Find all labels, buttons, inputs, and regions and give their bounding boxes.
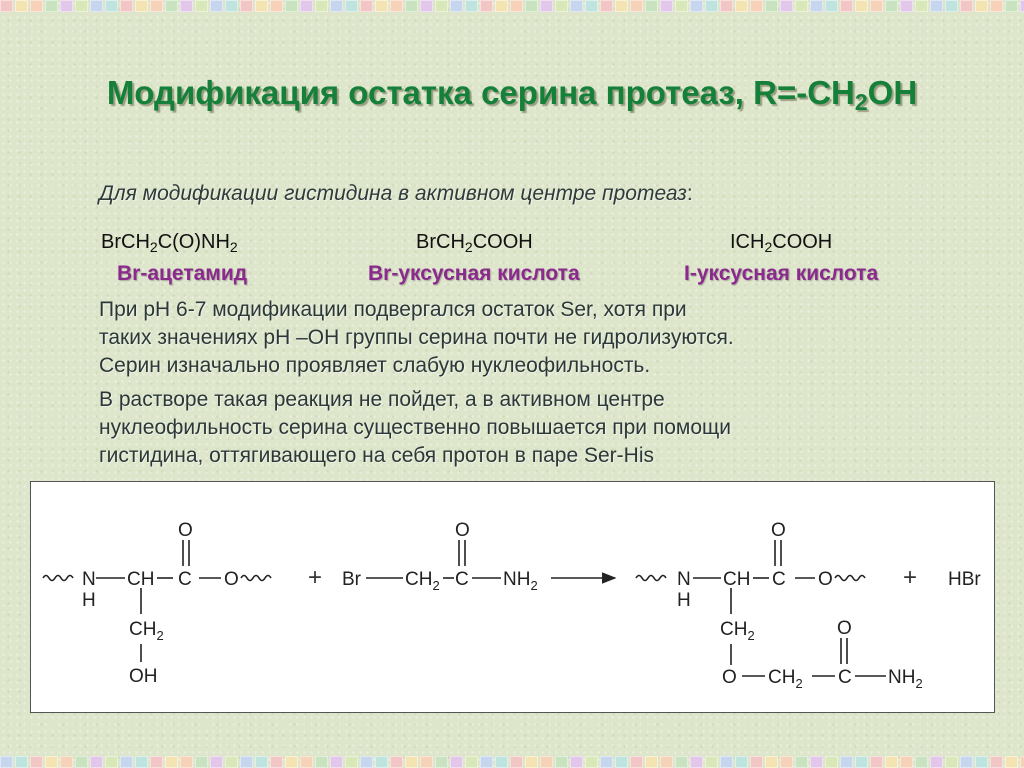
border-tile [480,756,493,768]
border-tile [630,756,643,768]
border-tile [915,0,928,12]
border-tile [345,756,358,768]
border-tile [180,756,193,768]
reagent-formula-iodoacetic-acid [730,231,832,255]
border-tile [45,756,58,768]
atom-ch: CH [127,569,155,590]
border-tile [930,756,943,768]
border-tile [90,0,103,12]
formula-subscript: 2 [764,239,773,255]
border-tile [795,0,808,12]
border-tile [990,756,1003,768]
border-tile [285,0,298,12]
border-tile [540,0,553,12]
border-tile [0,756,13,768]
border-tile [255,0,268,12]
border-tile [960,756,973,768]
plus-sign: + [308,564,323,591]
border-tile [60,0,73,12]
border-tile [915,756,928,768]
border-tile [600,0,613,12]
decorative-border-bottom [0,756,1024,768]
reaction-scheme-drawing [31,482,994,712]
border-tile [675,0,688,12]
border-tile [645,0,658,12]
border-tile [270,756,283,768]
border-tile [555,0,568,12]
border-tile [285,756,298,768]
border-tile [510,0,523,12]
border-tile [315,756,328,768]
border-tile [390,756,403,768]
wavy-bond-left-product [636,576,666,581]
border-tile [45,0,58,12]
border-tile [225,0,238,12]
wavy-bond-ester [241,576,271,581]
border-tile [840,0,853,12]
border-tile [375,756,388,768]
border-tile [135,756,148,768]
border-tile [225,756,238,768]
border-tile [570,756,583,768]
title-end: OH [867,74,918,111]
title-main: Модификация остатка серина протеаз, R=-CH [106,74,855,111]
paragraph-line: Серин изначально проявляет слабую нуклеофильность. [99,354,651,377]
border-tile [495,756,508,768]
border-tile [675,756,688,768]
atom-ch2: $CH_2$ [405,569,440,593]
border-tile [885,756,898,768]
border-tile [585,0,598,12]
reagent-name-bromoacetic-acid: Br-уксусная кислота [368,262,580,285]
border-tile [555,756,568,768]
border-tile [690,0,703,12]
atom-n: N [82,569,96,590]
reaction-scheme [30,481,995,713]
border-tile [135,0,148,12]
formula-subscript: 2 [229,239,238,255]
formula-subscript: 2 [149,239,158,255]
border-tile [720,0,733,12]
border-tile [0,0,13,12]
border-tile [1020,0,1024,12]
border-tile [450,756,463,768]
border-tile [735,0,748,12]
border-tile [360,0,373,12]
title-subscript: 2 [854,89,868,115]
border-tile [735,756,748,768]
border-tile [240,0,253,12]
border-tile [120,0,133,12]
atom-oh: OH [129,666,158,687]
border-tile [810,0,823,12]
border-tile [435,0,448,12]
border-tile [165,0,178,12]
border-tile [585,756,598,768]
border-tile [810,756,823,768]
border-tile [975,0,988,12]
border-tile [105,0,118,12]
border-tile [780,756,793,768]
formula-subscript: 2 [464,239,473,255]
paragraph-active-center [99,386,979,470]
border-tile [705,756,718,768]
border-tile [960,0,973,12]
border-tile [870,0,883,12]
atom-h: H [677,590,691,611]
formula-part: C(O)NH [157,231,230,253]
border-tile [885,0,898,12]
border-tile [615,756,628,768]
border-tile [765,756,778,768]
atom-ch2: $CH_2$ [768,667,803,691]
atom-nh2: $NH_2$ [503,569,538,593]
formula-part: COOH [772,231,833,253]
atom-o: O [722,667,737,688]
border-tile [870,756,883,768]
border-tile [15,756,28,768]
border-tile [450,0,463,12]
paragraph-line: таких значениях pH –OH группы серина почти не гидролизуются. [99,326,734,349]
border-tile [945,0,958,12]
plus-sign: + [903,564,918,591]
border-tile [570,0,583,12]
atom-o: O [771,520,786,541]
slide-title [0,74,1024,116]
border-tile [525,0,538,12]
border-tile [825,756,838,768]
atom-c: C [838,667,852,688]
atom-n: N [677,569,691,590]
reagent-name-bromoacetamide: Br-ацетамид [117,262,248,285]
border-tile [465,756,478,768]
atom-br: Br [342,569,361,590]
formula-part: ICH [730,231,765,253]
border-tile [75,756,88,768]
wavy-bond-left [43,576,73,581]
reagent-formula-bromoacetic-acid [416,231,533,255]
border-tile [165,756,178,768]
formula-part: BrCH [416,231,465,253]
border-tile [495,0,508,12]
border-tile [375,0,388,12]
atom-c: C [772,569,786,590]
border-tile [930,0,943,12]
border-tile [660,0,673,12]
border-tile [105,756,118,768]
border-tile [30,756,43,768]
border-tile [300,756,313,768]
border-tile [900,0,913,12]
intro-text [99,182,693,206]
product-hbr: HBr [948,569,981,590]
border-tile [510,756,523,768]
border-tile [90,756,103,768]
paragraph-line: В растворе такая реакция не пойдет, а в активном центре [99,388,665,411]
border-tile [75,0,88,12]
border-tile [795,756,808,768]
border-tile [945,756,958,768]
border-tile [195,756,208,768]
border-tile [240,756,253,768]
border-tile [210,0,223,12]
border-tile [15,0,28,12]
decorative-border-top [0,0,1024,12]
border-tile [390,0,403,12]
border-tile [840,756,853,768]
paragraph-line: нуклеофильность серина существенно повышается при помощи [99,416,732,439]
border-tile [900,756,913,768]
intro-colon: : [686,182,693,205]
border-tile [1005,0,1018,12]
intro-sentence: Для модификации гистидина в активном центре протеаз [99,182,687,205]
border-tile [420,756,433,768]
border-tile [210,756,223,768]
border-tile [990,0,1003,12]
atom-o: O [455,520,470,541]
border-tile [330,756,343,768]
border-tile [540,756,553,768]
border-tile [465,0,478,12]
border-tile [180,0,193,12]
border-tile [525,756,538,768]
border-tile [270,0,283,12]
border-tile [195,0,208,12]
wavy-bond-ester-product [835,576,865,581]
atom-ch2: $CH_2$ [129,619,164,643]
border-tile [330,0,343,12]
atom-c: C [178,569,192,590]
atom-h: H [82,590,96,611]
border-tile [360,756,373,768]
border-tile [780,0,793,12]
border-tile [750,756,763,768]
border-tile [150,0,163,12]
atom-o: O [818,569,833,590]
border-tile [120,756,133,768]
paragraph-ph-modification [99,296,979,380]
atom-ch: CH [723,569,751,590]
border-tile [615,0,628,12]
border-tile [855,756,868,768]
border-tile [405,756,418,768]
border-tile [300,0,313,12]
atom-ch2: $CH_2$ [720,619,755,643]
atom-o: O [178,520,193,541]
atom-o: O [224,569,239,590]
atom-nh2: $NH_2$ [888,667,923,691]
border-tile [600,756,613,768]
border-tile [60,756,73,768]
border-tile [30,0,43,12]
formula-part: BrCH [101,231,150,253]
border-tile [150,756,163,768]
reagent-name-iodoacetic-acid: I-уксусная кислота [684,262,879,285]
border-tile [1005,756,1018,768]
formula-part: COOH [472,231,533,253]
border-tile [690,756,703,768]
paragraph-line: При pH 6-7 модификации подвергался остаток Ser, хотя при [99,298,687,321]
border-tile [645,756,658,768]
border-tile [435,756,448,768]
atom-c: C [455,569,469,590]
border-tile [315,0,328,12]
border-tile [420,0,433,12]
border-tile [765,0,778,12]
border-tile [405,0,418,12]
atom-o: O [837,618,852,639]
border-tile [630,0,643,12]
border-tile [825,0,838,12]
paragraph-line: гистидина, оттягивающего на себя протон в паре Ser-His [99,444,654,467]
border-tile [660,756,673,768]
border-tile [255,756,268,768]
reagent-formula-bromoacetamide [101,231,238,255]
border-tile [750,0,763,12]
border-tile [480,0,493,12]
border-tile [705,0,718,12]
border-tile [345,0,358,12]
border-tile [855,0,868,12]
border-tile [975,756,988,768]
border-tile [1020,756,1024,768]
border-tile [720,756,733,768]
